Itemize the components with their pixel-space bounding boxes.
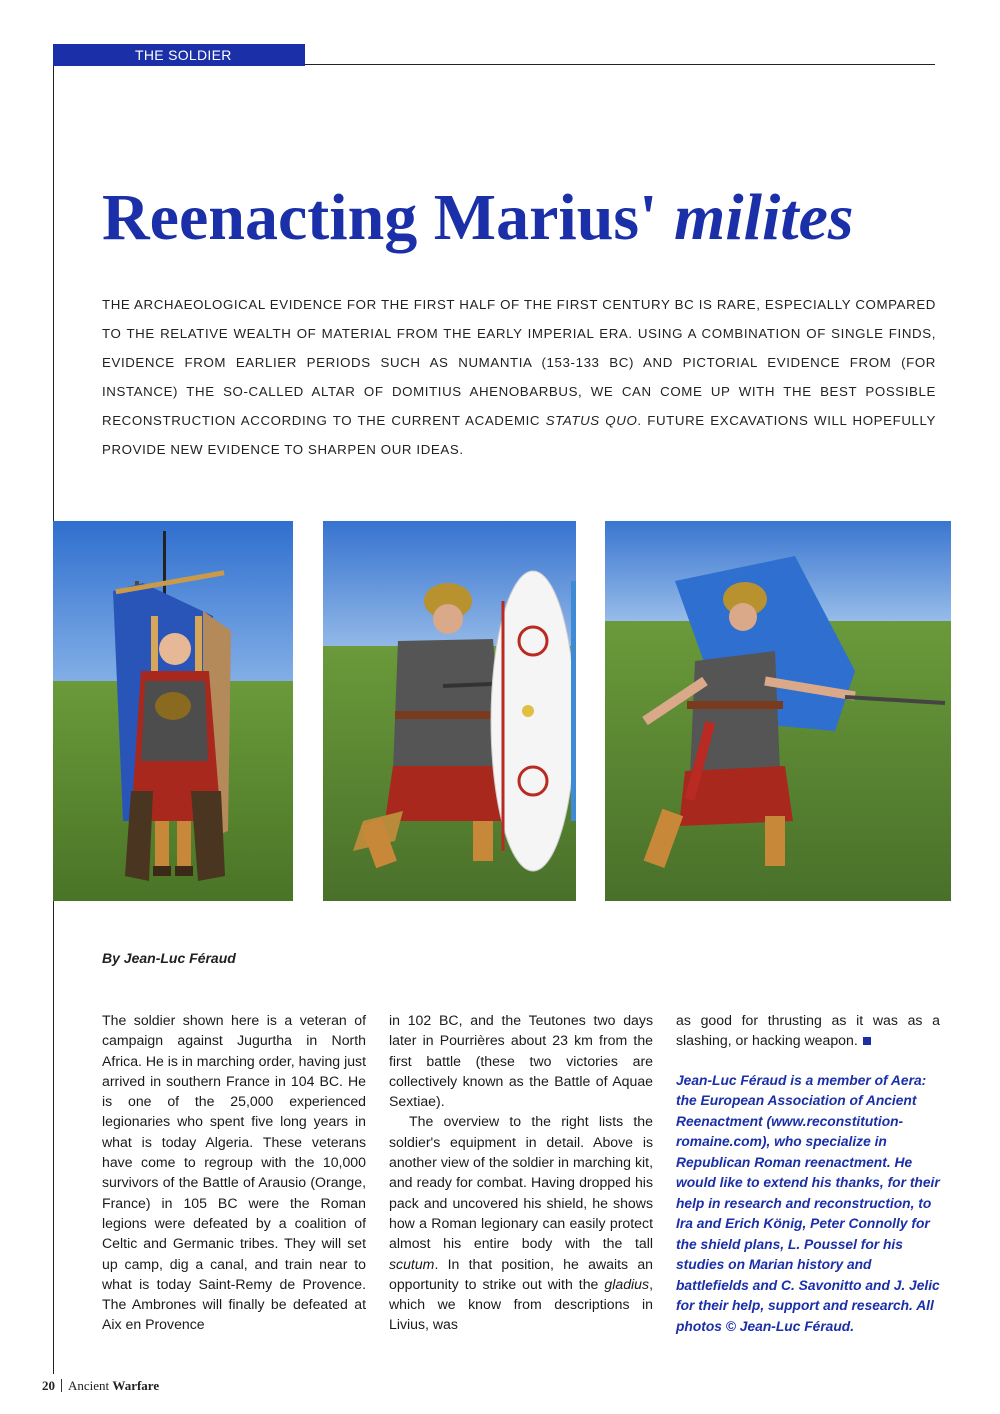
- article-title: [102, 178, 962, 258]
- body-text: as good for thrusting as it was as a slashing, or hacking weapon.: [676, 1012, 940, 1049]
- body-text: , which we know from descriptions in Livius, was: [389, 1275, 653, 1333]
- author-credit: Jean-Luc Féraud is a member of Aera: the European Association of Ancient Reenactment (www.reconstitution-romaine.com), who specialize in Republican Roman reenactment. He would like to extend his thanks, for their help in research and reconstruction, to Ira and Erich König, Peter Connolly for the shield plans, L. Poussel for his studies on Marian history and battlefields and C. Savonitto and J. Jelic for their help, support and research. All photos © Jean-Luc Féraud.: [676, 1072, 940, 1334]
- photo-soldier-thrusting: [605, 521, 951, 901]
- body-paragraph-equipment: [389, 1111, 653, 1334]
- body-text: . In that position, he awaits an opportunity to strike out with the: [389, 1255, 653, 1292]
- page-footer: [42, 1378, 159, 1394]
- body-paragraph: The soldier shown here is a veteran of campaign against Jugurtha in North Africa. He is in marching order, having just arrived in southern France in 104 BC. He is one of the 25,000 experienced legionaries who spent five long years in what is today Algeria. These veterans have come to regroup with the 10,000 survivors of the Battle of Arausio (Orange, France) in 105 BC were the Roman legions were defeated by a coalition of Celtic and Germanic tribes. They will set up camp, dig a canal, and train near to what is today Saint-Remy de Provence. The Ambrones will finally be defeated at Aix en Provence: [102, 1012, 366, 1333]
- magazine-name: [68, 1378, 159, 1393]
- body-text: The overview to the right lists the soldier's equipment in detail. Above is another view of the soldier in marching kit, and ready for combat. Having dropped his pack and uncovered his shield, he shows how a Roman legionary can easily protect almost his entire body with the tall: [389, 1113, 653, 1252]
- section-label: THE SOLDIER: [53, 44, 305, 66]
- body-paragraph: in 102 BC, and the Teutones two days later in Pourrières about 23 km from the first battle (these two victories are collectively known as the Battle of Aquae Sextiae).: [389, 1012, 653, 1110]
- magazine-name-bold: Warfare: [112, 1378, 160, 1393]
- end-mark-icon: [863, 1037, 871, 1045]
- body-column-3: [676, 1010, 940, 1337]
- magazine-name-light: Ancient: [68, 1378, 110, 1393]
- body-italic-scutum: scutum: [389, 1255, 435, 1272]
- author-byline: By Jean-Luc Féraud: [102, 950, 236, 966]
- photo-marching-soldier: [53, 521, 293, 901]
- intro-text: THE ARCHAEOLOGICAL EVIDENCE FOR THE FIRST HALF OF THE FIRST CENTURY BC IS RARE, ESPECIALLY COMPARED TO THE RELATIVE WEALTH OF MATERIAL FROM THE EARLY IMPERIAL ERA. USING A COMBINATION OF SINGLE FINDS, EVIDENCE FROM EARLIER PERIODS SUCH AS NUMANTIA (153-133 BC) AND PICTORIAL EVIDENCE FROM (FOR INSTANCE) THE SO-CALLED ALTAR OF DOMITIUS AHENOBARBUS, WE CAN COME UP WITH THE BEST POSSIBLE RECONSTRUCTION ACCORDING TO THE CURRENT ACADEMIC: [102, 297, 936, 428]
- photo-soldier-with-shield: [323, 521, 576, 901]
- footer-separator: [61, 1379, 62, 1392]
- body-column-2: [389, 1010, 653, 1335]
- page-number: 20: [42, 1378, 55, 1393]
- body-italic-gladius: gladius: [604, 1275, 650, 1292]
- intro-text-end: . FUTURE EXCAVATIONS WILL HOPEFULLY PROVIDE NEW EVIDENCE TO SHARPEN OUR IDEAS.: [102, 413, 937, 457]
- body-column-1: [102, 1010, 366, 1335]
- intro-italic: STATUS QUO: [545, 413, 638, 428]
- article-intro: [102, 290, 936, 464]
- title-italic: milites: [673, 181, 854, 254]
- title-main: Reenacting Marius': [102, 181, 658, 254]
- body-paragraph-end: [676, 1010, 940, 1051]
